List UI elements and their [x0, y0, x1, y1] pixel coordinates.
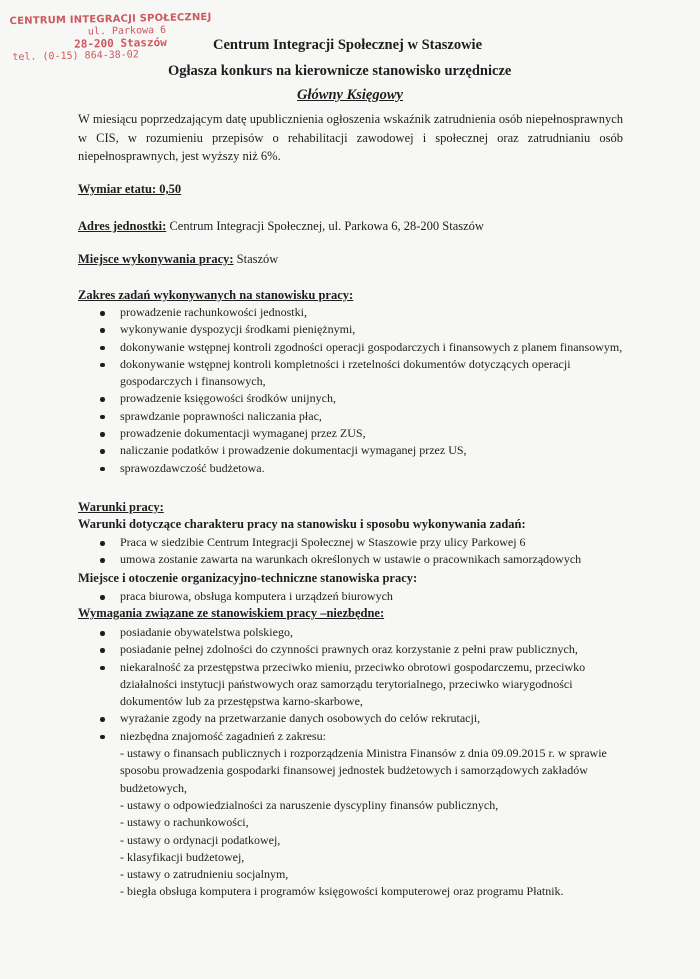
- list-item: dokonywanie wstępnej kontroli kompletności i rzetelności dokumentów dotyczących operacji gospodarczych i finansowych,: [78, 356, 638, 391]
- list-item: Praca w siedzibie Centrum Integracji Społecznej w Staszowie przy ulicy Parkowej 6: [78, 534, 638, 551]
- list-item: wyrażanie zgody na przetwarzanie danych osobowych do celów rekrutacji,: [78, 710, 638, 727]
- adres-value: Centrum Integracji Społecznej, ul. Parkowa 6, 28-200 Staszów: [166, 219, 484, 233]
- announcement-title: Ogłasza konkurs na kierownicze stanowisko urzędnicze: [168, 63, 512, 79]
- sublist-item: - ustawy o ordynacji podatkowej,: [120, 832, 281, 847]
- etat-line: [78, 182, 181, 197]
- warunki-sub2-list: [78, 588, 638, 605]
- list-item: sprawdzanie poprawności naliczania płac,: [78, 408, 638, 425]
- wymagania-list: [78, 624, 638, 901]
- stamp-line: tel. (0-15) 864-38-02: [12, 49, 139, 64]
- list-item: prowadzenie rachunkowości jednostki,: [78, 304, 638, 321]
- position-title: Główny Księgowy: [297, 87, 403, 103]
- sublist-item: - ustawy o odpowiedzialności za naruszenie dyscypliny finansów publicznych,: [120, 797, 499, 812]
- organization-stamp: [10, 12, 211, 64]
- list-item: wykonywanie dyspozycji środkami pieniężnymi,: [78, 321, 638, 338]
- warunki-sub1-heading: Warunki dotyczące charakteru pracy na stanowisku i sposobu wykonywania zadań:: [78, 517, 526, 531]
- intro-paragraph: W miesiącu poprzedzającym datę upublicznienia ogłoszenia wskaźnik zatrudnienia osób niepełnosprawnych w CIS, w rozumieniu przepisów o rehabilitacji zawodowej i społecznej oraz zatrudnianiu osób niepełnosprawnych, jest wyższy niż 6%.: [78, 112, 623, 163]
- etat-label: Wymiar etatu: 0,50: [78, 182, 182, 196]
- miejsce-value: Staszów: [233, 252, 279, 266]
- list-item: naliczanie podatków i prowadzenie dokumentacji wymaganej przez US,: [78, 442, 638, 459]
- sublist-item: - ustawy o zatrudnieniu socjalnym,: [120, 867, 289, 882]
- organization-title: Centrum Integracji Społecznej w Staszowie: [213, 37, 483, 53]
- zagadnienia-sublist: [120, 745, 638, 901]
- zakres-list: [78, 304, 638, 477]
- warunki-heading: Warunki pracy:: [78, 500, 164, 514]
- list-item: sprawozdawczość budżetowa.: [78, 460, 638, 477]
- sublist-item: - ustawy o rachunkowości,: [120, 815, 249, 830]
- warunki-sub2-heading: Miejsce i otoczenie organizacyjno-techniczne stanowiska pracy:: [78, 571, 418, 585]
- miejsce-label: Miejsce wykonywania pracy:: [78, 252, 234, 266]
- warunki-sub1-list: [78, 534, 638, 569]
- adres-line: [78, 219, 484, 234]
- list-item: niekaralność za przestępstwa przeciwko mieniu, przeciwko obrotowi gospodarczemu, przeciwko działalności instytucji państwowych oraz samorządu terytorialnego, przeciwko wiarygodności dokumentów lub za przestępstwa karno-skarbowe,: [78, 659, 638, 711]
- list-item: umowa zostanie zawarta na warunkach określonych w ustawie o pracownikach samorządowych: [78, 551, 638, 568]
- list-item: prowadzenie dokumentacji wymaganej przez ZUS,: [78, 425, 638, 442]
- adres-label: Adres jednostki:: [78, 219, 167, 233]
- wymagania-heading: Wymagania związane ze stanowiskiem pracy –niezbędne:: [78, 606, 385, 620]
- list-item: [78, 728, 638, 901]
- list-item-text: niezbędna znajomość zagadnień z zakresu:: [120, 728, 326, 743]
- sublist-item: - biegła obsługa komputera i programów księgowości komputerowej oraz programu Płatnik.: [120, 884, 564, 899]
- miejsce-line: [78, 252, 278, 267]
- zakres-heading: Zakres zadań wykonywanych na stanowisku pracy:: [78, 288, 354, 302]
- list-item: posiadanie pełnej zdolności do czynności prawnych oraz korzystanie z pełni praw publicznych,: [78, 641, 638, 658]
- list-item: dokonywanie wstępnej kontroli zgodności operacji gospodarczych i finansowych z planem finansowym,: [78, 339, 638, 356]
- sublist-item: - ustawy o finansach publicznych i rozporządzenia Ministra Finansów z dnia 09.09.2015 r. w sprawie sposobu prowadzenia gospodarki finansowej jednostek budżetowych i samorządowych zakładów budżetowych,: [120, 746, 607, 795]
- list-item: prowadzenie księgowości środków unijnych,: [78, 390, 638, 407]
- stamp-line: ul. Parkowa 6: [87, 24, 167, 38]
- stamp-line: CENTRUM INTEGRACJI SPOŁECZNEJ: [9, 11, 212, 28]
- list-item: posiadanie obywatelstwa polskiego,: [78, 624, 638, 641]
- sublist-item: - klasyfikacji budżetowej,: [120, 849, 245, 864]
- list-item: praca biurowa, obsługa komputera i urządzeń biurowych: [78, 588, 638, 605]
- stamp-line: 28-200 Staszów: [73, 35, 167, 51]
